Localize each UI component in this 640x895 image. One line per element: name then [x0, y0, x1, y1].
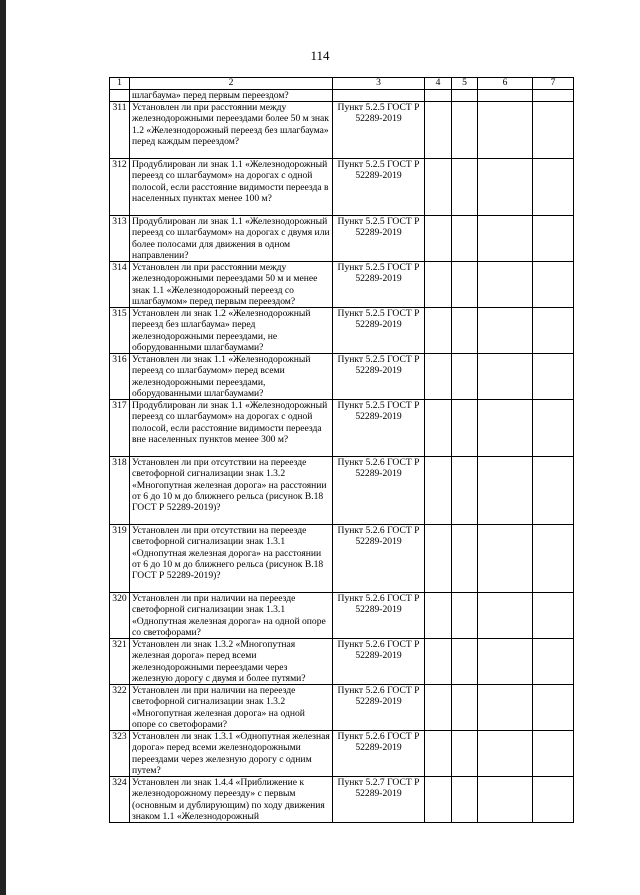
answer-cell	[452, 525, 478, 593]
answer-cell	[533, 777, 574, 823]
reference-text: Пункт 5.2.5 ГОСТ Р 52289-2019	[333, 159, 425, 216]
row-number: 312	[110, 159, 130, 216]
question-text: Установлен ли при расстоянии между железнодорожными переездами более 50 м знак 1.2 «Железнодорожный переезд без шлагбаума» перед каждым переездом?	[130, 102, 333, 159]
reference-text: Пункт 5.2.7 ГОСТ Р 52289-2019	[333, 777, 425, 823]
row-cell	[478, 90, 533, 102]
answer-cell	[425, 639, 452, 685]
answer-cell	[452, 354, 478, 400]
table-row	[110, 685, 574, 731]
reference-text: Пункт 5.2.5 ГОСТ Р 52289-2019	[333, 308, 425, 354]
answer-cell	[452, 685, 478, 731]
question-text: Установлен ли знак 1.4.4 «Приближение к железнодорожному переезду» с первым (основным и дублирующим) по ходу движения знаком 1.1 «Железнодорожный	[130, 777, 333, 823]
answer-cell	[533, 354, 574, 400]
table-row	[110, 593, 574, 639]
answer-cell	[533, 102, 574, 159]
question-text: Продублирован ли знак 1.1 «Железнодорожный переезд со шлагбаумом» на дорогах с одной полосой, если расстояние видимости переезда вне населенных пунктов менее 300 м?	[130, 400, 333, 457]
answer-cell	[478, 639, 533, 685]
question-text: Установлен ли при наличии на переезде светофорной сигнализации знак 1.3.2 «Многопутная железная дорога» на одной опоре со светофорами?	[130, 685, 333, 731]
question-text: Установлен ли при наличии на переезде светофорной сигнализации знак 1.3.1 «Однопутная железная дорога» на одной опоре со светофорами?	[130, 593, 333, 639]
table-row	[110, 457, 574, 525]
question-text: Установлен ли знак 1.2 «Железнодорожный переезд без шлагбаума» перед железнодорожными переездами, не оборудованными шлагбаумами?	[130, 308, 333, 354]
table-row	[110, 262, 574, 308]
row-number: 321	[110, 639, 130, 685]
column-header: 6	[478, 78, 533, 90]
reference-text: Пункт 5.2.6 ГОСТ Р 52289-2019	[333, 525, 425, 593]
question-text: Установлен ли знак 1.3.2 «Многопутная железная дорога» перед всеми железнодорожными переездами через железную дорогу с двумя и более путями?	[130, 639, 333, 685]
answer-cell	[425, 685, 452, 731]
table-row	[110, 777, 574, 823]
answer-cell	[425, 777, 452, 823]
question-text: Установлен ли при отсутствии на переезде светофорной сигнализации знак 1.3.2 «Многопутная железная дорога» на расстоянии от 6 до 10 м до ближнего рельса (рисунок В.18 ГОСТ Р 52289-2019)?	[130, 457, 333, 525]
answer-cell	[452, 216, 478, 262]
row-number: 317	[110, 400, 130, 457]
row-cell	[452, 90, 478, 102]
reference-text: Пункт 5.2.5 ГОСТ Р 52289-2019	[333, 102, 425, 159]
reference-text: Пункт 5.2.6 ГОСТ Р 52289-2019	[333, 731, 425, 777]
table-row	[110, 639, 574, 685]
table-row	[110, 354, 574, 400]
answer-cell	[425, 525, 452, 593]
reference-text: Пункт 5.2.6 ГОСТ Р 52289-2019	[333, 639, 425, 685]
answer-cell	[452, 731, 478, 777]
answer-cell	[533, 731, 574, 777]
answer-cell	[452, 102, 478, 159]
table-row	[110, 159, 574, 216]
answer-cell	[533, 525, 574, 593]
answer-cell	[425, 731, 452, 777]
answer-cell	[425, 262, 452, 308]
answer-cell	[478, 262, 533, 308]
answer-cell	[478, 525, 533, 593]
table-row	[110, 731, 574, 777]
row-number: 315	[110, 308, 130, 354]
row-number: 320	[110, 593, 130, 639]
answer-cell	[425, 457, 452, 525]
column-header: 1	[110, 78, 130, 90]
answer-cell	[533, 216, 574, 262]
table-row	[110, 525, 574, 593]
row-number: 311	[110, 102, 130, 159]
row-number: 319	[110, 525, 130, 593]
question-text: Установлен ли знак 1.3.1 «Однопутная железная дорога» перед всеми железнодорожными переездами через железную дорогу с одним путем?	[130, 731, 333, 777]
header-row	[110, 78, 574, 90]
answer-cell	[452, 457, 478, 525]
answer-cell	[533, 685, 574, 731]
question-text: Установлен ли при расстоянии между железнодорожными переездами 50 м и менее знак 1.1 «Железнодорожный переезд со шлагбаумом» перед первым переездом?	[130, 262, 333, 308]
row-number: 314	[110, 262, 130, 308]
row-cell	[333, 90, 425, 102]
reference-text: Пункт 5.2.6 ГОСТ Р 52289-2019	[333, 685, 425, 731]
answer-cell	[533, 457, 574, 525]
answer-cell	[478, 216, 533, 262]
answer-cell	[452, 308, 478, 354]
table-row	[110, 308, 574, 354]
reference-text: Пункт 5.2.6 ГОСТ Р 52289-2019	[333, 593, 425, 639]
scan-edge	[0, 0, 6, 895]
row-number: 322	[110, 685, 130, 731]
answer-cell	[425, 354, 452, 400]
reference-text: Пункт 5.2.5 ГОСТ Р 52289-2019	[333, 216, 425, 262]
reference-text: Пункт 5.2.5 ГОСТ Р 52289-2019	[333, 400, 425, 457]
reference-text: Пункт 5.2.6 ГОСТ Р 52289-2019	[333, 457, 425, 525]
row-number	[110, 90, 130, 102]
column-header: 3	[333, 78, 425, 90]
answer-cell	[452, 262, 478, 308]
answer-cell	[425, 159, 452, 216]
question-text: Продублирован ли знак 1.1 «Железнодорожный переезд со шлагбаумом» на дорогах с двумя или более полосами для движения в одном направлении?	[130, 216, 333, 262]
question-text: Установлен ли знак 1.1 «Железнодорожный переезд со шлагбаумом» перед всеми железнодорожными переездами, оборудованными шлагбаумами?	[130, 354, 333, 400]
answer-cell	[452, 400, 478, 457]
answer-cell	[425, 400, 452, 457]
row-number: 324	[110, 777, 130, 823]
row-cell	[425, 90, 452, 102]
answer-cell	[425, 216, 452, 262]
answer-cell	[452, 777, 478, 823]
continuation-text: шлагбаума» перед первым переездом?	[130, 90, 333, 102]
table-row	[110, 216, 574, 262]
row-cell	[533, 90, 574, 102]
answer-cell	[452, 159, 478, 216]
row-number: 323	[110, 731, 130, 777]
reference-text: Пункт 5.2.5 ГОСТ Р 52289-2019	[333, 262, 425, 308]
answer-cell	[478, 685, 533, 731]
answer-cell	[533, 639, 574, 685]
answer-cell	[533, 262, 574, 308]
question-text: Продублирован ли знак 1.1 «Железнодорожный переезд со шлагбаумом» на дорогах с одной полосой, если расстояние видимости переезда в населенных пунктах менее 100 м?	[130, 159, 333, 216]
reference-text: Пункт 5.2.5 ГОСТ Р 52289-2019	[333, 354, 425, 400]
table-row	[110, 400, 574, 457]
answer-cell	[478, 159, 533, 216]
row-number: 313	[110, 216, 130, 262]
continuation-row	[110, 90, 574, 102]
checklist-table	[109, 77, 574, 823]
answer-cell	[478, 400, 533, 457]
row-number: 316	[110, 354, 130, 400]
answer-cell	[533, 159, 574, 216]
column-header: 4	[425, 78, 452, 90]
question-text: Установлен ли при отсутствии на переезде светофорной сигнализации знак 1.3.1 «Однопутная железная дорога» на расстоянии от 6 до 10 м до ближнего рельса (рисунок В.18 ГОСТ Р 52289-2019)?	[130, 525, 333, 593]
answer-cell	[425, 102, 452, 159]
answer-cell	[478, 777, 533, 823]
column-header: 2	[130, 78, 333, 90]
answer-cell	[478, 593, 533, 639]
answer-cell	[452, 639, 478, 685]
answer-cell	[478, 731, 533, 777]
column-header: 7	[533, 78, 574, 90]
answer-cell	[478, 457, 533, 525]
table-row	[110, 102, 574, 159]
answer-cell	[478, 354, 533, 400]
answer-cell	[452, 593, 478, 639]
column-header: 5	[452, 78, 478, 90]
answer-cell	[425, 593, 452, 639]
page-number: 114	[310, 48, 330, 63]
row-number: 318	[110, 457, 130, 525]
answer-cell	[533, 593, 574, 639]
answer-cell	[478, 102, 533, 159]
answer-cell	[478, 308, 533, 354]
answer-cell	[533, 308, 574, 354]
answer-cell	[533, 400, 574, 457]
answer-cell	[425, 308, 452, 354]
